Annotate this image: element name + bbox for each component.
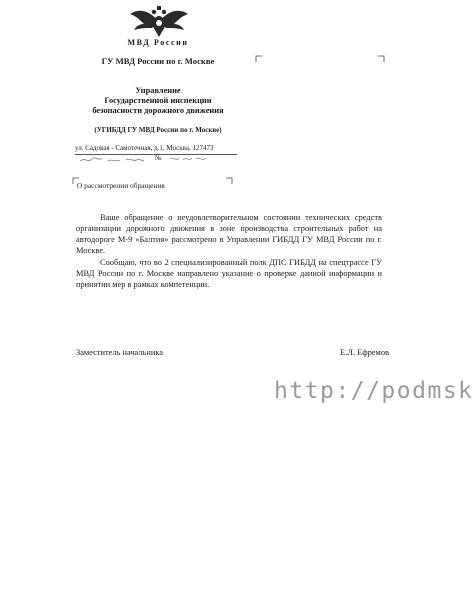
handwritten-number [168,154,208,164]
department-line: Управление [135,86,181,95]
gu-name: ГУ МВД России по г. Москве [101,56,215,66]
watermark-text: http://podmsk [274,378,474,404]
eagle-emblem-icon [128,4,190,38]
number-label: № [155,154,162,162]
corner-bracket-icon [256,56,262,62]
handwritten-date [78,155,148,165]
department-line: безопасности дорожного движения [92,106,224,115]
department-name [58,86,258,116]
ministry-name: МВД России [127,38,189,47]
corner-bracket-icon [378,56,384,62]
letter-subject: О рассмотрении обращения [77,181,165,190]
department-abbreviation: (УГИБДД ГУ МВД России по г. Москве) [94,126,222,134]
corner-bracket-icon [226,178,232,184]
signatory-name: Е.Л. Ефремов [340,348,389,357]
department-line: Государственной инспекции [104,96,212,105]
address: ул. Садовая - Самотечная, д.1, Москва, 127473 [75,144,214,152]
signatory-title: Заместитель начальника [76,348,163,357]
letter-paragraph: Ваше обращение о неудовлетворительном состоянии технических средств организации дорожного движения в зоне производства строительных работ на автодороге М-9 «Балтия» рассмотрено в Управлении ГИБДД ГУ МВД России по г. Москве. [76,213,382,255]
letter-paragraph: Сообщаю, что во 2 специализированный полк ДПС ГИБДД на спецтрассе ГУ МВД России по г. Москве направлено указание о проверке данной информации и принятии мер в рамках компетенции. [76,258,382,289]
